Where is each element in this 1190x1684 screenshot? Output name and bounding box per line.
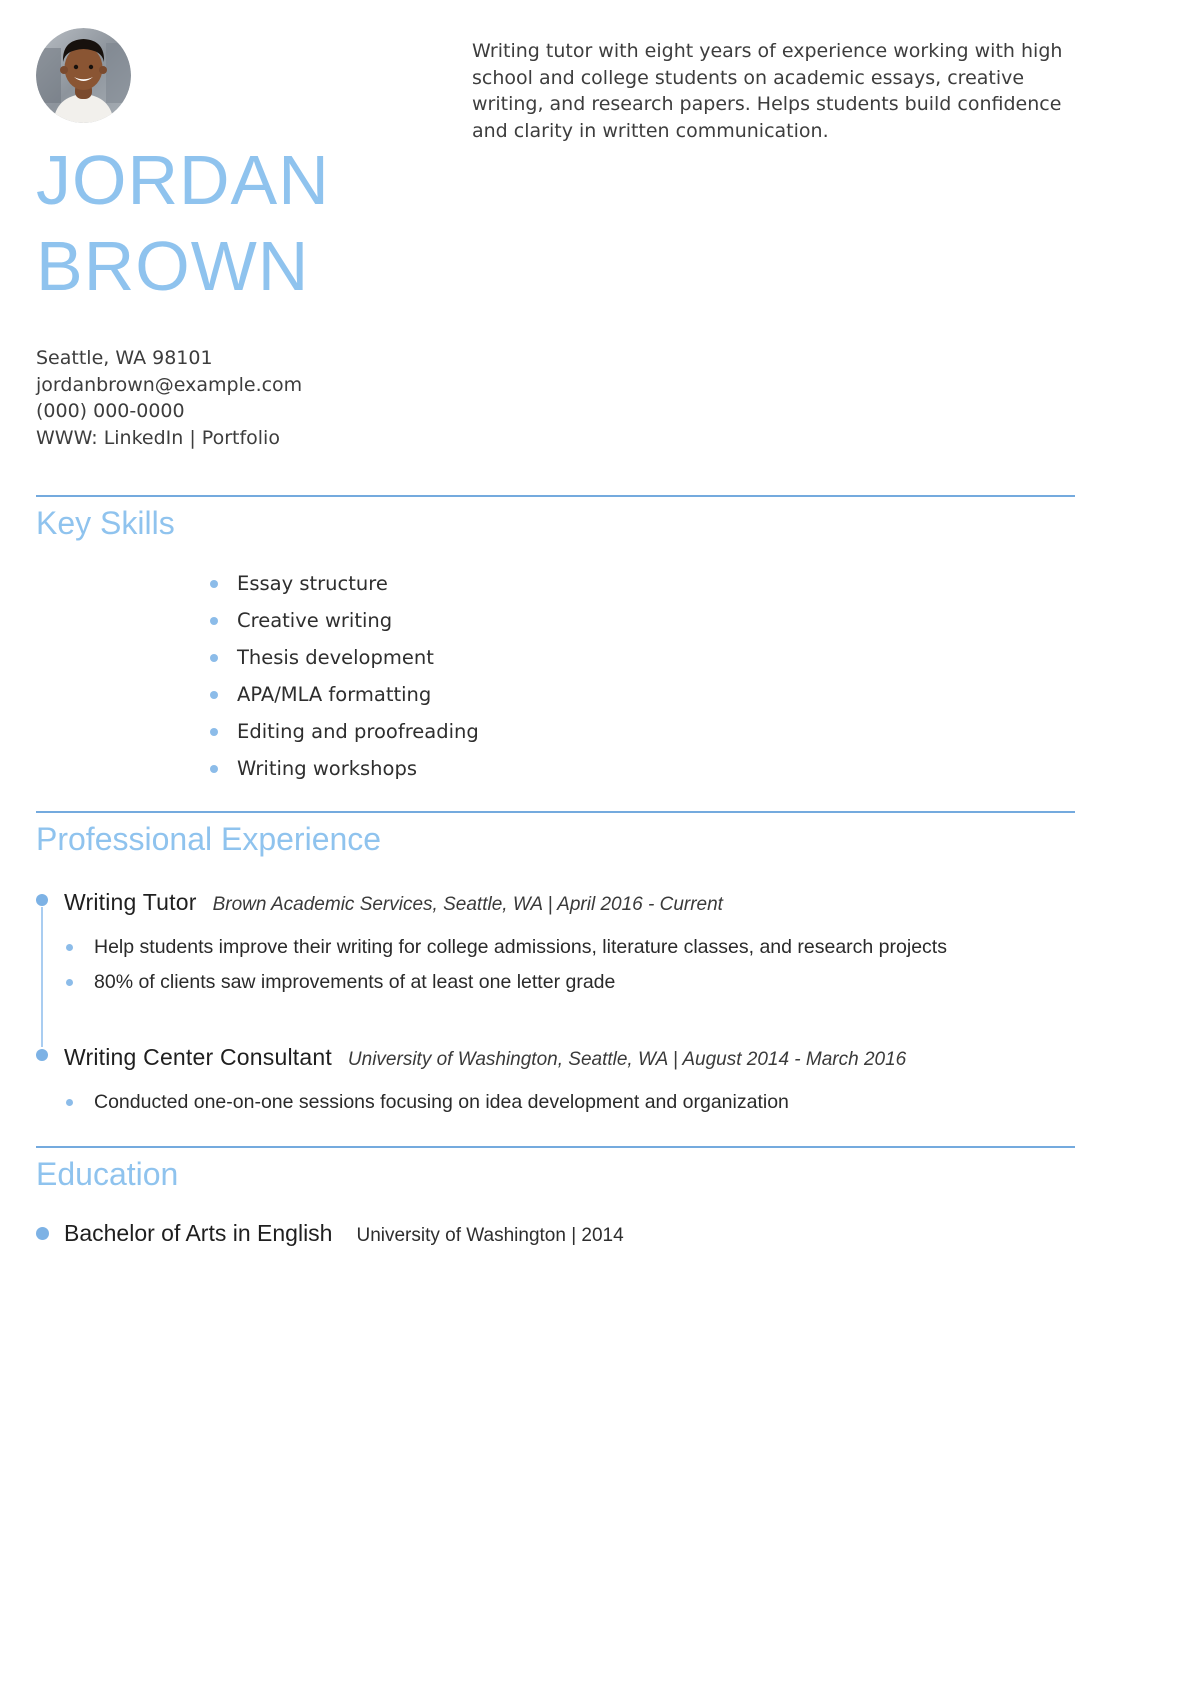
skill-label: Writing workshops xyxy=(237,757,418,780)
name-line-1: JORDAN xyxy=(36,141,330,219)
job-bullet-text: Help students improve their writing for college admissions, literature classes, and research projects xyxy=(94,936,947,958)
name-line-2: BROWN xyxy=(36,227,310,305)
experience-timeline xyxy=(36,889,1075,1120)
job-bullet xyxy=(64,930,1075,965)
section-title-education: Education xyxy=(36,1156,179,1192)
job-bullet-text: Conducted one-on-one sessions focusing on idea development and organization xyxy=(94,1091,789,1113)
name-heading xyxy=(36,137,472,309)
bullet-icon xyxy=(210,654,218,662)
job-bullets xyxy=(64,930,1075,1000)
education-meta: University of Washington | 2014 xyxy=(356,1225,624,1246)
skill-item xyxy=(210,750,1075,787)
contact-links: WWW: LinkedIn | Portfolio xyxy=(36,426,280,449)
timeline-line xyxy=(41,907,43,1047)
skill-label: APA/MLA formatting xyxy=(237,683,432,706)
job-bullets xyxy=(64,1085,1075,1120)
bullet-icon xyxy=(210,580,218,588)
section-title-experience: Professional Experience xyxy=(36,821,382,857)
job-title: Writing Center Consultant xyxy=(64,1044,332,1070)
skill-label: Essay structure xyxy=(237,572,388,595)
section-divider xyxy=(36,811,1075,813)
skill-item xyxy=(210,602,1075,639)
job-title-line xyxy=(64,889,1075,916)
section-divider xyxy=(36,495,1075,497)
skill-item xyxy=(210,676,1075,713)
professional-summary: Writing tutor with eight years of experience working with high school and college students on academic essays, creative writing, and research papers. Helps students build confidence and clarity in written communication. xyxy=(472,40,1063,142)
job-meta: University of Washington, Seattle, WA | August 2014 - March 2016 xyxy=(347,1049,907,1070)
contact-location: Seattle, WA 98101 xyxy=(36,347,213,369)
job-title-line xyxy=(64,1044,1075,1071)
education-degree: Bachelor of Arts in English xyxy=(64,1220,333,1246)
bullet-icon xyxy=(66,944,73,951)
timeline-dot-icon xyxy=(36,1049,48,1061)
section-divider xyxy=(36,1146,1075,1148)
skill-label: Thesis development xyxy=(237,646,434,669)
education-entry xyxy=(36,1220,1075,1247)
bullet-icon xyxy=(66,979,73,986)
timeline-dot-icon xyxy=(36,1227,49,1240)
avatar xyxy=(36,28,131,123)
bullet-icon xyxy=(66,1099,73,1106)
avatar-photo-illustration xyxy=(36,28,131,123)
header-left xyxy=(36,28,472,451)
job-bullet xyxy=(64,1085,1075,1120)
skill-item xyxy=(210,565,1075,602)
skill-item xyxy=(210,639,1075,676)
skills-list xyxy=(210,565,1075,787)
header-right xyxy=(472,28,1075,144)
bullet-icon xyxy=(210,728,218,736)
contact-block xyxy=(36,345,472,451)
job-entry xyxy=(64,1044,1075,1120)
job-meta: Brown Academic Services, Seattle, WA | April 2016 - Current xyxy=(212,894,723,915)
bullet-icon xyxy=(210,765,218,773)
job-entry xyxy=(64,889,1075,1000)
skill-label: Editing and proofreading xyxy=(237,720,479,743)
contact-phone: (000) 000-0000 xyxy=(36,400,185,422)
bullet-icon xyxy=(210,617,218,625)
bullet-icon xyxy=(210,691,218,699)
skill-item xyxy=(210,713,1075,750)
contact-email: jordanbrown@example.com xyxy=(36,373,303,396)
job-bullet-text: 80% of clients saw improvements of at least one letter grade xyxy=(94,971,616,993)
skill-label: Creative writing xyxy=(237,609,393,632)
job-bullet xyxy=(64,965,1075,1000)
header xyxy=(36,28,1075,451)
section-title-key-skills: Key Skills xyxy=(36,505,175,541)
timeline-dot-icon xyxy=(36,894,48,906)
job-title: Writing Tutor xyxy=(64,889,197,915)
